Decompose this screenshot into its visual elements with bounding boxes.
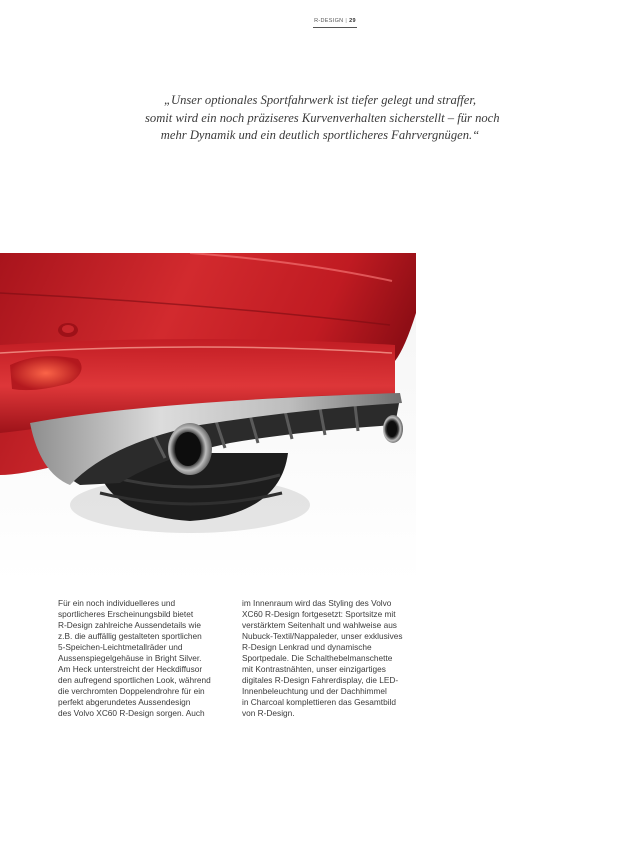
header-underline: [313, 27, 357, 28]
quote-line: mehr Dynamik und ein deutlich sportlicheres Fahrvergnügen.“: [160, 128, 480, 142]
body-text-line: Für ein noch individuelleres und: [58, 598, 176, 608]
body-text-line: im Innenraum wird das Styling des Volvo: [242, 598, 392, 608]
body-text-line: Am Heck unterstreicht der Heckdiffusor: [58, 664, 203, 675]
body-text-line: in Charcoal komplettieren das Gesamtbild: [242, 697, 397, 708]
body-text-right-column: [242, 598, 417, 720]
body-text-line: Innenbeleuchtung und der Dachhimmel: [242, 686, 387, 697]
body-text-line: verstärktem Seitenhalt und wahlweise aus: [242, 620, 397, 631]
pull-quote: [145, 92, 500, 145]
body-text-line: Nubuck-Textil/Nappaleder, unser exklusives: [242, 631, 403, 642]
body-text-line: des Volvo XC60 R-Design sorgen. Auch: [58, 708, 205, 719]
body-text-line: den aufregend sportlichen Look, während: [58, 675, 211, 686]
body-text-line: Aussenspiegelgehäuse in Bright Silver.: [58, 653, 202, 664]
quote-line: somit wird ein noch präziseres Kurvenverhalten sicherstellt – für noch: [145, 110, 500, 125]
car-rear-photo: [0, 253, 416, 583]
body-text-line: R-Design zahlreiche Aussendetails wie: [58, 620, 201, 631]
section-label: R-DESIGN: [314, 18, 344, 24]
body-text-line: R-Design Lenkrad und dynamische: [242, 642, 372, 653]
body-text-line: perfekt abgerundetes Aussendesign: [58, 697, 191, 708]
body-text-line: von R-Design.: [242, 708, 295, 719]
body-text-left-column: [58, 598, 233, 720]
page-number: 29: [349, 18, 356, 24]
body-text-line: XC60 R-Design fortgesetzt: Sportsitze mit: [242, 609, 396, 620]
body-text-line: digitales R-Design Fahrerdisplay, die LED-: [242, 675, 399, 686]
body-text-line: mit Kontrastnähten, unser einzigartiges: [242, 664, 386, 675]
body-text-line: z.B. die auffällig gestalteten sportlichen: [58, 631, 202, 642]
quote-line: „Unser optionales Sportfahrwerk ist tiefer gelegt und straffer,: [163, 93, 477, 107]
body-text-line: 5-Speichen-Leichtmetallräder und: [58, 642, 183, 653]
header-separator: |: [345, 18, 348, 24]
body-text-line: sportlicheres Erscheinungsbild bietet: [58, 609, 194, 620]
body-text-line: Sportpedale. Die Schalthebelmanschette: [242, 653, 393, 664]
page-header: [313, 18, 357, 24]
body-text-line: die verchromten Doppelendrohre für ein: [58, 686, 205, 697]
